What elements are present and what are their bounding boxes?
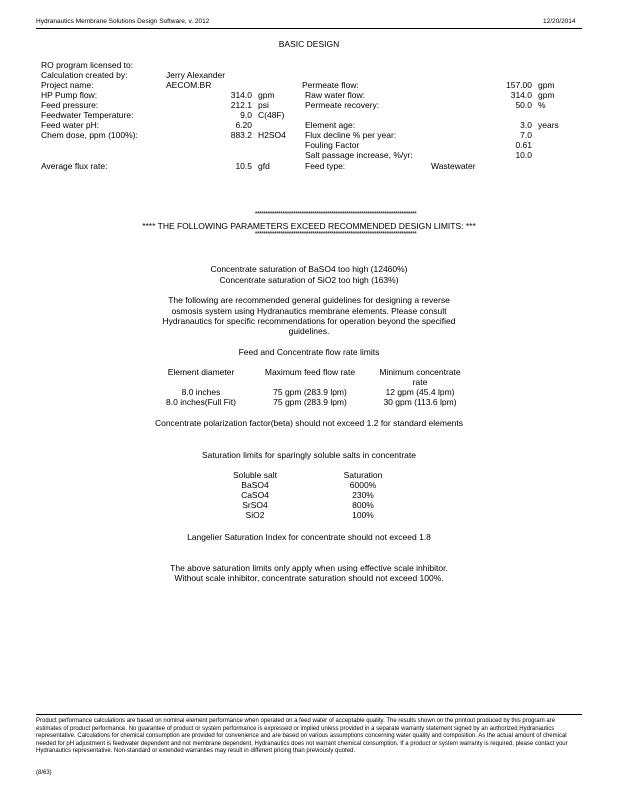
- footer-rule: [36, 714, 582, 715]
- param-label: Salt passage increase, %/yr:: [305, 150, 413, 160]
- guideline-line: guidelines.: [288, 326, 330, 336]
- param-label: Chem dose, ppm (100%):: [41, 130, 138, 140]
- beta-note: Concentrate polarization factor(beta) should not exceed 1.2 for standard elements: [154, 418, 464, 428]
- inhibitor-note: The above saturation limits only apply when using effective scale inhibitor.: [170, 563, 448, 573]
- param-label: HP Pump flow:: [41, 90, 98, 100]
- table-cell: 75 gpm (283.9 lpm): [273, 397, 347, 407]
- param-value: 883.2: [230, 130, 252, 140]
- param-unit: psi: [258, 100, 269, 110]
- table-cell: 30 gpm (113.6 lpm): [383, 397, 457, 407]
- column-header: Soluble salt: [233, 470, 277, 480]
- param-label: Feedwater Temperature:: [41, 110, 134, 120]
- column-header: Saturation: [343, 470, 383, 480]
- param-label: Fouling Factor: [305, 140, 360, 150]
- column-header: Element diameter: [167, 367, 235, 377]
- lsi-note: Langelier Saturation Index for concentrate should not exceed 1.8: [187, 532, 431, 542]
- saturation-title: Saturation limits for sparingly soluble salts in concentrate: [201, 450, 417, 460]
- param-label: Feed pressure:: [41, 100, 99, 110]
- table-cell: 8.0 inches: [181, 387, 221, 397]
- project-value: AECOM.BR: [166, 80, 212, 90]
- table-cell: 8.0 inches(Full Fit): [166, 397, 236, 407]
- column-header: Maximum feed flow rate: [264, 367, 356, 377]
- avg-flux-unit: gfd: [258, 161, 270, 171]
- header-rule: [36, 28, 582, 29]
- column-header: Minimum concentrate: [379, 367, 461, 377]
- param-label: Permeate recovery:: [305, 100, 380, 110]
- table-cell: 100%: [352, 510, 374, 520]
- warning-stars-top: ****************************************************************************: [254, 211, 417, 218]
- param-value: 7.0: [520, 130, 532, 140]
- param-value: 157.00: [506, 80, 532, 90]
- warning-stars-bottom: ****************************************************************************: [254, 231, 417, 238]
- created-value: Jerry Alexander: [166, 70, 226, 80]
- inhibitor-note: Without scale inhibitor, concentrate saturation should not exceed 100%.: [174, 573, 444, 583]
- report-date: 12/20/2014: [543, 18, 576, 25]
- table-cell: 6000%: [349, 480, 377, 490]
- exceed-line: Concentrate saturation of SiO2 too high (163%): [219, 275, 399, 285]
- param-label: Permeate flow:: [302, 80, 359, 90]
- param-label: Element age:: [305, 120, 356, 130]
- param-unit: years: [538, 120, 559, 130]
- param-label: Feed water pH:: [41, 120, 100, 130]
- param-unit: H2SO4: [258, 130, 286, 140]
- param-label: Raw water flow:: [305, 90, 365, 100]
- flow-limits-title: Feed and Concentrate flow rate limits: [238, 347, 380, 357]
- table-cell: BaSO4: [241, 480, 269, 490]
- page-number: (8/63): [36, 770, 52, 776]
- param-value: 212.1: [230, 100, 252, 110]
- param-unit: gpm: [538, 80, 555, 90]
- param-unit: gpm: [538, 90, 555, 100]
- feed-type-label: Feed type:: [305, 161, 346, 171]
- param-value: 9.0: [240, 110, 252, 120]
- avg-flux-value: 10.5: [235, 161, 252, 171]
- param-value: 10.0: [515, 150, 532, 160]
- table-cell: SiO2: [245, 510, 265, 520]
- table-cell: 800%: [352, 500, 374, 510]
- param-value: 0.61: [515, 140, 532, 150]
- created-label: Calculation created by:: [41, 70, 128, 80]
- param-value: 6.20: [235, 120, 252, 130]
- param-value: 314.0: [510, 90, 532, 100]
- guideline-line: osmosis system using Hydranautics membrane elements. Please consult: [171, 306, 447, 316]
- param-value: 314.0: [230, 90, 252, 100]
- project-label: Project name:: [41, 80, 94, 90]
- software-version: Hydranautics Membrane Solutions Design Software, v. 2012: [36, 18, 210, 25]
- column-header: rate: [412, 377, 428, 387]
- disclaimer-text: Product performance calculations are based on nominal element performance when operated on a feed water of acceptable quality. The results shown on the printout produced by this program are estimates of product performance. No guarantee of product or system performance is expressed or implied unless provided in a separate warranty statement signed by an authorized Hydranautics representative. Calculations for chemical consumption are provided for convenience and are based on various assumptions concerning water quality and composition. As the actual amount of chemical needed for pH adjustment is feedwater dependent and not membrane dependent, Hydranautics does not warrant chemical consumption. If a product or system warranty is required, please contact your Hydranautics representative. Non-standard or extended warranties may result in different pricing than previously quoted.: [36, 718, 568, 755]
- table-cell: 230%: [352, 490, 374, 500]
- avg-flux-label: Average flux rate:: [41, 161, 108, 171]
- param-label: Flux decline % per year:: [305, 130, 397, 140]
- table-cell: 75 gpm (283.9 lpm): [273, 387, 347, 397]
- guideline-line: Hydranautics for specific recommendations for operation beyond the specified: [162, 316, 456, 326]
- feed-type-value: Wastewater: [431, 161, 476, 171]
- table-cell: CaSO4: [241, 490, 269, 500]
- exceed-line: Concentrate saturation of BaSO4 too high (12460%): [210, 264, 408, 274]
- param-unit: %: [538, 100, 546, 110]
- param-value: 50.0: [515, 100, 532, 110]
- param-unit: gpm: [258, 90, 275, 100]
- licensed-label: RO program licensed to:: [41, 60, 134, 70]
- table-cell: 12 gpm (45.4 lpm): [385, 387, 455, 397]
- param-unit: C(48F): [258, 110, 285, 120]
- guideline-line: The following are recommended general guidelines for designing a reverse: [168, 295, 450, 305]
- warning-text: **** THE FOLLOWING PARAMETERS EXCEED RECOMMENDED DESIGN LIMITS: ***: [142, 221, 476, 231]
- table-cell: SrSO4: [242, 500, 268, 510]
- page-title: BASIC DESIGN: [278, 39, 340, 49]
- param-value: 3.0: [520, 120, 532, 130]
